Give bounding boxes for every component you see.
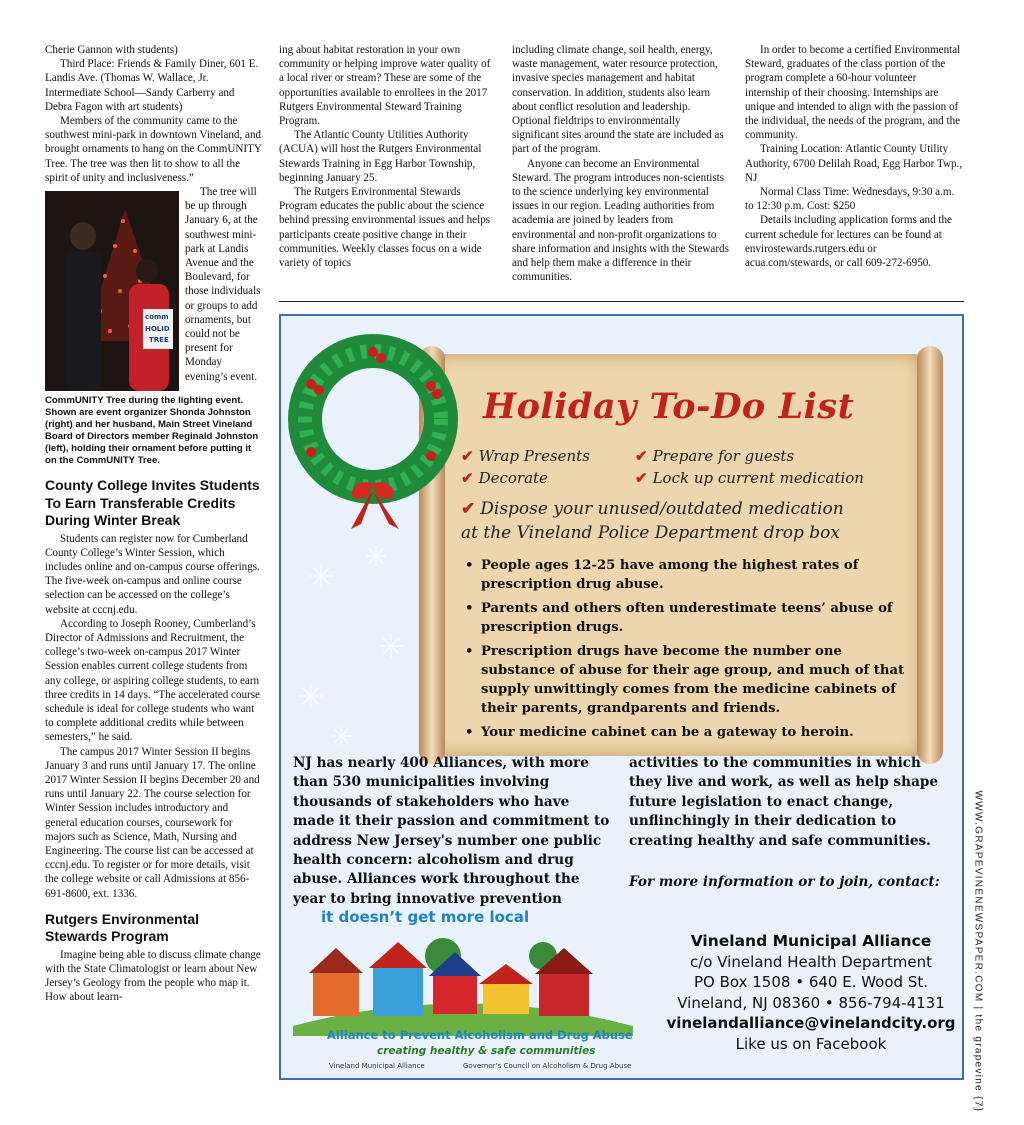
paragraph: Members of the community came to the southwest mini-park in downtown Vineland, and brought ornaments to hang on the CommUNITY Tree. The tree was then lit to show to all the spirit of unity and inclusiveness.” <box>45 115 262 184</box>
todo-item: ✔ Wrap Presents <box>461 447 590 465</box>
contact-prompt: For more information or to join, contact: <box>629 874 940 890</box>
svg-text:HOLID: HOLID <box>145 325 170 334</box>
paragraph: The Atlantic County Utilities Authority (ACUA) will host the Rutgers Environmental Stewards Training in Egg Harbor Township, beginning January 25. <box>279 129 482 184</box>
paragraph: ing about habitat restoration in your own community or helping improve water quality of a local river or stream? These are some of the opportunities available to enrollees in the 2017 Rutgers Environmental Steward Training Program. <box>279 44 491 128</box>
tree-photo-image <box>45 191 179 391</box>
alliance-logo <box>293 904 633 1072</box>
paragraph: including climate change, soil health, energy, waste management, water resource protection, invasive species management and habitat conservation. In addition, students also learn about conflict resolution and leadership. Optional fieldtrips to environmentally significant sites around the state are included as part of the program. <box>512 44 724 156</box>
fact-item: • People ages 12-25 have among the highest rates of prescription drug abuse. <box>465 556 905 594</box>
todo-item: ✔ Dispose your unused/outdated medication <box>461 499 844 519</box>
paragraph: In order to become a certified Environmental Steward, graduates of the class portion of the program complete a 60-hour volunteer internship of their choosing. Internships are unique and intended to align with the passion of the individual, the needs of the program, and the community. <box>745 44 961 142</box>
check-icon: ✔ <box>635 447 648 465</box>
check-icon: ✔ <box>461 469 474 487</box>
alliance-text-right: activities to the communities in which they live and work, as well as help shape future legislation to enact change, unflinchingly in their dedication to creating healthy and safe communities. <box>629 755 939 849</box>
paragraph: Normal Class Time: Wednesdays, 9:30 a.m. to 12:30 p.m. Cost: $250 <box>745 186 955 213</box>
paragraph: Training Location: Atlantic County Utility Authority, 6700 Delilah Road, Egg Harbor Twp., NJ <box>745 143 963 184</box>
sidebar-text: WWW.GRAPEVINENEWSPAPER.COM | the grapevine {7} <box>972 790 984 1113</box>
todo-item: ✔ Prepare for guests <box>635 447 795 465</box>
scroll-parchment <box>421 346 941 766</box>
headline-college: County College Invites Students To Earn Transferable Credits During Winter Break <box>45 477 260 529</box>
todo-item-cont: at the Vineland Police Department drop box <box>461 523 840 543</box>
column-4 <box>745 43 963 270</box>
check-icon: ✔ <box>461 447 474 465</box>
column-2 <box>279 43 495 270</box>
logo-tagline: creating healthy & safe communities <box>377 1045 596 1057</box>
contact-co: c/o Vineland Health Department <box>689 952 933 971</box>
houses-icon <box>293 926 633 1036</box>
column-1 <box>45 43 263 1005</box>
scroll-roll-right <box>917 346 943 764</box>
svg-text:comm: comm <box>145 313 169 322</box>
divider <box>279 301 964 302</box>
paragraph: The campus 2017 Winter Session II begins January 3 and runs until January 17. The online 2017 Winter Session II begins December 20 and runs until January 22. The course selection for Winter Session includes introductory and general education courses, coursework for majors such as Science, Math, Nursing and Engineering. The course list can be accessed at cccnj.edu. To register or for more details, visit the college website or call Admissions at 856-691-8600, ext. 1336. <box>45 745 260 900</box>
page-sidebar <box>963 780 993 1113</box>
photo-caption: CommUNITY Tree during the lighting event. Shown are event organizer Shonda Johnston (right) and her husband, Main Street Vineland Board of Directors member Reginald Johnston (left), holding their ornament before putting it on the CommUNITY Tree. <box>45 395 259 467</box>
headline-stewards: Rutgers Environmental Stewards Program <box>45 910 200 945</box>
paragraph: Students can register now for Cumberland County College’s Winter Session, which includes online and on-campus course offerings. The five-week on-campus and online course selection can be accessed on the college’s website at cccnj.edu. <box>45 532 260 616</box>
paragraph: Anyone can become an Environmental Steward. The program introduces non-scientists to the science underlying key environmental issues in our region. Leading authorities from academia are joined by leaders from environmental and non-profit organizations to share information and insights with the Stewards and help them make a difference in their communities. <box>512 157 729 284</box>
wreath-icon <box>281 324 481 534</box>
ad-title: Holiday To-Do List <box>483 386 855 427</box>
contact-facebook[interactable]: Like us on Facebook <box>735 1034 887 1053</box>
todo-item: ✔ Lock up current medication <box>635 469 864 487</box>
contact-org: Vineland Municipal Alliance <box>690 932 932 950</box>
fact-list <box>465 556 905 747</box>
paragraph: According to Joseph Rooney, Cumberland’s Director of Admissions and Recruitment, the college’s two-week on-campus 2017 Winter Session enables current college students from any college, or aspiring college students, to earn three credits in 14 days. “The accelerated course schedule is ideal for college students who want to complete additional credits while between semesters,” he said. <box>45 617 260 744</box>
logo-foot-right: Governor’s Council on Alcoholism & Drug Abuse <box>463 1062 632 1070</box>
check-icon: ✔ <box>635 469 648 487</box>
alliance-text-left: NJ has nearly 400 Alliances, with more than 530 municipalities involving thousands of stakeholders who have made it their passion and commitment to address New Jersey's number one public health concern: alcoholism and drug abuse. Alliances work throughout the year to bring innovative prevention <box>293 755 610 907</box>
contact-email[interactable]: vinelandalliance@vinelandcity.org <box>666 1014 956 1032</box>
logo-tagline-top: it doesn’t get more local <box>321 908 530 926</box>
contact-block <box>661 931 961 1054</box>
contact-address: PO Box 1508 • 640 E. Wood St. <box>693 973 928 991</box>
check-icon: ✔ <box>461 499 476 519</box>
column-3 <box>512 43 730 284</box>
paragraph: Cherie Gannon with students) <box>45 44 178 56</box>
logo-foot-left: Vineland Municipal Alliance <box>329 1062 425 1070</box>
fact-item: • Prescription drugs have become the number one substance of abuse for their age group, and much of that supply unwittingly comes from the medicine cabinets of their parents, grandparents and friends. <box>465 642 905 718</box>
svg-text:TREE: TREE <box>149 336 169 345</box>
todo-item: ✔ Decorate <box>461 469 548 487</box>
fact-item: • Your medicine cabinet can be a gateway to heroin. <box>465 723 905 742</box>
paragraph: Details including application forms and the current schedule for lectures can be found at envirostewards.rutgers.edu or acua.com/stewards, or call 609-272-6950. <box>745 214 952 270</box>
fact-item: • Parents and others often underestimate teens’ abuse of prescription drugs. <box>465 599 905 637</box>
holiday-ad <box>279 314 964 1080</box>
paragraph: Third Place: Friends & Family Diner, 601 E. Landis Ave. (Thomas W. Wallace, Jr. Intermediate School—Sandy Carberry and Debra Fagon with art students) <box>45 58 259 113</box>
paragraph: The tree will be up through January 6, at the southwest mini-park at Landis Avenue and the Boulevard, for those individuals or groups to add ornaments, but could not be present for Monday evening’s event. <box>185 186 261 383</box>
contact-city-phone: Vineland, NJ 08360 • 856-794-4131 <box>677 993 945 1012</box>
logo-name: Alliance to Prevent Alcoholism and Drug Abuse <box>327 1028 633 1042</box>
paragraph: The Rutgers Environmental Stewards Program educates the public about the science behind pressing environmental issues and helps participants create positive change in their communities. Weekly classes focus on a wide variety of topics <box>279 186 491 270</box>
paragraph: Imagine being able to discuss climate change with the State Climatologist or learn about New Jersey’s Geology from the people who map it. How about learn- <box>45 948 261 1004</box>
tree-photo <box>45 191 179 391</box>
